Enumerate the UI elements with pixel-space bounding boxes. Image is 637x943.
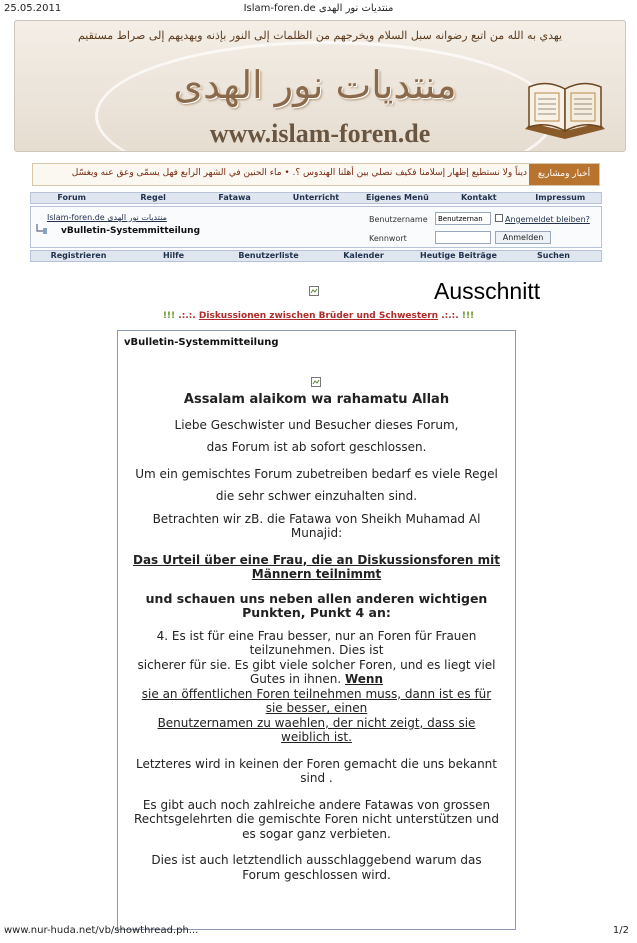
nav-registrieren[interactable]: Registrieren — [50, 251, 107, 260]
broken-image-icon — [311, 377, 321, 387]
password-input[interactable] — [435, 231, 491, 244]
breadcrumb[interactable]: Islam-foren.de منتديات نور الهدى — [47, 213, 167, 222]
section-link[interactable]: Diskussionen zwischen Brüder und Schwestern — [198, 311, 439, 321]
banner-slogan: يهدي به الله من اتبع رضوانه سبل السلام ويخرجهم من الظلمات إلى النور بإذنه ويهديهم إلى صراط مستقيم — [77, 29, 563, 42]
login-area — [30, 206, 602, 248]
nav-forum[interactable]: Forum — [57, 193, 87, 202]
nav-suchen[interactable]: Suchen — [536, 251, 570, 260]
marks-right: !!! — [461, 311, 475, 321]
site-logo-text: منتديات نور الهدى — [173, 63, 457, 107]
annotation-ausschnitt: Ausschnitt — [434, 278, 541, 304]
system-message-panel — [117, 330, 516, 930]
fatwa-title: Das Urteil über eine Frau, die an Diskussionsforen mit Männern teilnimmt — [132, 552, 501, 581]
username-input[interactable] — [435, 212, 491, 225]
message-paragraph: das Forum ist ab sofort geschlossen. — [206, 440, 427, 454]
quran-book-icon — [519, 73, 611, 145]
message-paragraph: und schauen uns neben allen anderen wichtigen Punkten, Punkt 4 an: — [145, 590, 488, 620]
news-ticker[interactable] — [32, 163, 600, 186]
navbit-arrow-icon — [35, 224, 47, 234]
nav-kalender[interactable]: Kalender — [343, 251, 384, 260]
nav-regel[interactable]: Regel — [140, 193, 166, 202]
login-button[interactable]: Anmelden — [495, 231, 551, 244]
message-paragraph: Letzteres wird in keinen der Foren gemacht die uns bekannt sind . — [135, 756, 497, 785]
message-paragraph: Betrachten wir zB. die Fatawa von Sheikh Muhamad Al Munajid: — [152, 511, 481, 540]
nav-fatawa[interactable]: Fatawa — [218, 193, 251, 202]
print-page-title: Islam-foren.de منتديات نور الهدى — [243, 3, 394, 14]
print-header — [0, 3, 637, 17]
quote-line: sie an öffentlichen Foren teilnehmen muss, dann ist es für sie besser, einen — [141, 686, 492, 715]
nav-kontakt[interactable]: Kontakt — [461, 193, 497, 202]
message-body — [118, 393, 515, 882]
ticker-text[interactable]: ديناً ولا نستطيع إظهار إسلامنا فكيف نصلي بين أهلنا الهندوس ؟. • ماء الحنين في الشهر الرابع فهل يسمّى وعق عنه ويغسّل — [71, 168, 527, 178]
site-banner[interactable] — [14, 20, 626, 152]
greeting: Assalam alaikom wa rahamatu Allah — [183, 392, 450, 407]
quote-line: Benutzernamen zu waehlen, der nicht zeigt, dass sie weiblich ist. — [157, 715, 476, 744]
print-page-number: 1/2 — [612, 925, 629, 936]
remember-label[interactable]: Angemeldet bleiben? — [505, 215, 590, 224]
nav-hilfe[interactable]: Hilfe — [162, 251, 185, 260]
nav-benutzerliste[interactable]: Benutzerliste — [238, 251, 299, 260]
message-paragraph: Um ein gemischtes Forum zubetreiben bedarf es viele Regel — [135, 466, 498, 481]
nav-eigenes-menu[interactable]: Eigenes Menü — [365, 193, 429, 202]
print-footer — [0, 925, 637, 939]
nav-heutige-beitraege[interactable]: Heutige Beiträge — [420, 251, 497, 260]
dots-left: .:.:. — [178, 311, 196, 321]
marks-left: !!! — [162, 311, 176, 321]
site-url: www.islam-foren.de — [209, 119, 431, 148]
message-paragraph: Liebe Geschwister und Besucher dieses Forum, — [174, 417, 459, 432]
print-url: www.nur-huda.net/vb/showthread.ph... — [4, 925, 199, 936]
message-paragraph: Es gibt auch noch zahlreiche andere Fatawas von grossen Rechtsgelehrten die gemischte Foren nicht unterstützen und es sogar ganz verbieten. — [133, 797, 499, 841]
username-label: Benutzername — [369, 215, 428, 224]
panel-header: vBulletin-Systemmitteilung — [124, 337, 279, 348]
message-paragraph: Dies ist auch letztendlich ausschlaggebend warum das Forum geschlossen wird. — [151, 853, 482, 882]
nav-impressum[interactable]: Impressum — [535, 193, 586, 202]
nav-unterricht[interactable]: Unterricht — [292, 193, 340, 202]
location-title: vBulletin-Systemmitteilung — [61, 226, 201, 236]
broken-image-icon — [309, 286, 319, 296]
dots-right: .:.:. — [441, 311, 459, 321]
message-paragraph: die sehr schwer einzuhalten sind. — [215, 489, 418, 503]
password-label: Kennwort — [369, 234, 407, 243]
ticker-badge: أخبار ومشاريع — [529, 164, 599, 185]
print-date: 25.05.2011 — [4, 3, 62, 14]
quote-emphasis: Wenn — [344, 672, 384, 686]
remember-checkbox[interactable] — [495, 214, 503, 222]
main-navbar — [30, 192, 602, 204]
quote-line: 4. Es ist für eine Frau besser, nur an Foren für Frauen teilzunehmen. Dies ist — [156, 628, 477, 657]
sub-navbar — [30, 250, 602, 262]
quote-line: sicherer für sie. Es gibt viele solcher Foren, und es liegt viel Gutes in ihnen. Wenn — [137, 657, 496, 686]
section-link-row — [0, 311, 637, 321]
